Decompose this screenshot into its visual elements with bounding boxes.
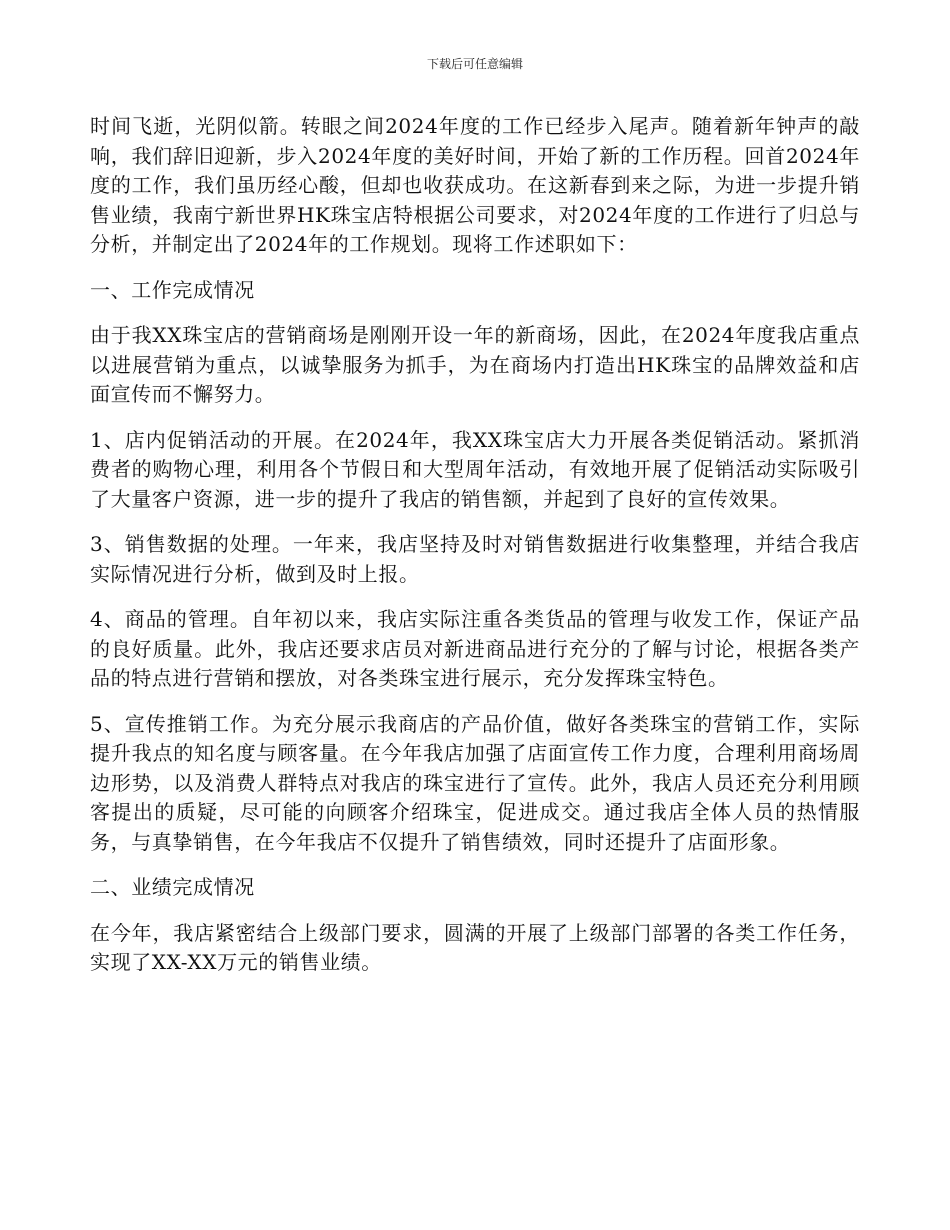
document-body — [90, 112, 860, 994]
item-publicity-paragraph: 5、宣传推销工作。为充分展示我商店的产品价值，做好各类珠宝的营销工作，实际提升我点的知名度与顾客量。在今年我店加强了店面宣传工作力度，合理利用商场周边形势，以及消费人群特点对我店的珠宝进行了宣传。此外，我店人员还充分利用顾客提出的质疑，尽可能的向顾客介绍珠宝，促进成交。通过我店全体人员的热情服务，与真挚销售，在今年我店不仅提升了销售绩效，同时还提升了店面形象。 — [90, 711, 860, 854]
section2-body-paragraph: 在今年，我店紧密结合上级部门要求，圆满的开展了上级部门部署的各类工作任务，实现了XX-XX万元的销售业绩。 — [90, 920, 860, 974]
page-header-note: 下载后可任意编辑 — [426, 57, 523, 71]
intro-paragraph: 时间飞逝，光阴似箭。转眼之间2024年度的工作已经步入尾声。随着新年钟声的敲响，我们辞旧迎新，步入2024年度的美好时间，开始了新的工作历程。回首2024年度的工作，我们虽历经心酸，但却也收获成功。在这新春到来之际，为进一步提升销售业绩，我南宁新世界HK珠宝店特根据公司要求，对2024年度的工作进行了归总与分析，并制定出了2024年的工作规划。现将工作述职如下： — [90, 114, 860, 256]
section-heading-work-completion: 一、工作完成情况 — [90, 277, 255, 302]
section1-intro-paragraph: 由于我XX珠宝店的营销商场是刚刚开设一年的新商场，因此，在2024年度我店重点以进展营销为重点，以诚挚服务为抓手，为在商场内打造出HK珠宝的品牌效益和店面宣传而不懈努力。 — [90, 323, 860, 406]
item-goods-management-paragraph: 4、商品的管理。自年初以来，我店实际注重各类货品的管理与收发工作，保证产品的良好质量。此外，我店还要求店员对新进商品进行充分的了解与讨论，根据各类产品的特点进行营销和摆放，对各类珠宝进行展示，充分发挥珠宝特色。 — [90, 607, 860, 690]
item-sales-data-paragraph: 3、销售数据的处理。一年来，我店坚持及时对销售数据进行收集整理，并结合我店实际情况进行分析，做到及时上报。 — [90, 532, 860, 586]
item-promotion-paragraph: 1、店内促销活动的开展。在2024年，我XX珠宝店大力开展各类促销活动。紧抓消费者的购物心理，利用各个节假日和大型周年活动，有效地开展了促销活动实际吸引了大量客户资源，进一步的提升了我店的销售额，并起到了良好的宣传效果。 — [90, 427, 860, 511]
section-heading-performance: 二、业绩完成情况 — [90, 875, 255, 899]
